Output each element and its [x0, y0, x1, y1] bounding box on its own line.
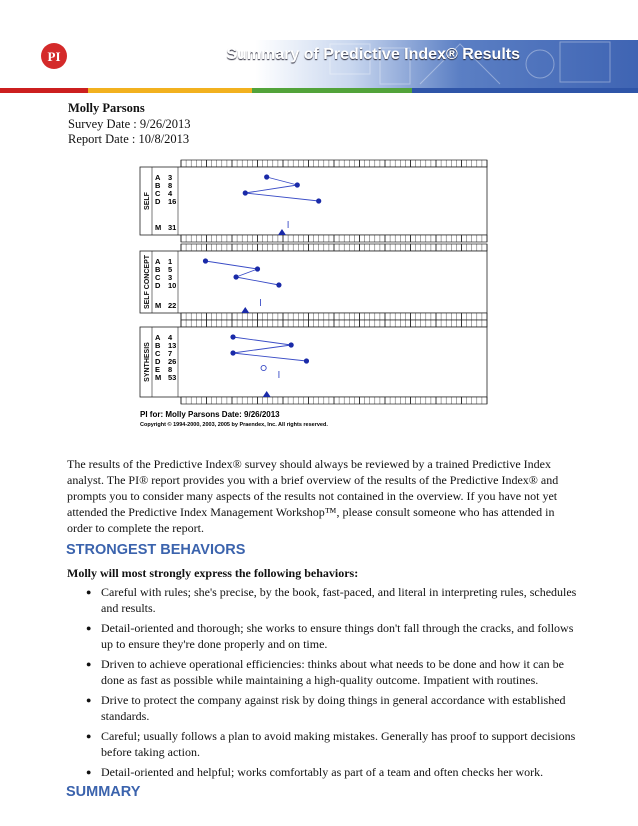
color-stripe-red [0, 88, 88, 93]
summary-heading: SUMMARY [66, 784, 141, 800]
m-score: 53 [168, 373, 177, 382]
factor-label: A [155, 173, 161, 182]
report-date: Report Date : 10/8/2013 [68, 132, 190, 146]
pi-logo-icon [38, 40, 70, 72]
behavior-item: ● Careful; usually follows a plan to avoid making mistakes. Generally has proof to support decisions before taking action. [86, 728, 586, 760]
behavior-item: ● Driven to achieve operational efficiencies: thinks about what needs to be done and how it can be done as fast as possible while maintaining a high-quality outcome. Impatient with routines. [86, 656, 586, 688]
factor-label: B [155, 341, 161, 350]
pattern-point [304, 358, 309, 363]
behavior-list [86, 584, 586, 784]
panel-label: SELF CONCEPT [144, 254, 151, 310]
factor-label: B [155, 265, 161, 274]
behavior-item: ● Drive to protect the company against risk by doing things in general accordance with established standards. [86, 692, 586, 724]
intro-paragraph: The results of the Predictive Index® survey should always be reviewed by a trained Predictive Index analyst. The PI® report provides you with a brief overview of the results of the Predictive Index® and prompts you to consider many aspects of the results not contained in the overview. If you have not yet attended the Predictive Index Management Workshop™, please consult someone who has attended in order to complete the report. [67, 457, 559, 535]
chart-title: PI for: Molly Parsons Date: 9/26/2013 [140, 410, 280, 419]
behavior-item: ● Detail-oriented and thorough; she works to ensure things don't fall through the cracks, and follows up to ensure they're done properly and on time. [86, 620, 586, 652]
panel-label: SYNTHESIS [144, 342, 151, 382]
factor-label: C [155, 189, 161, 198]
m-label: M [155, 301, 162, 310]
factor-score: 4 [168, 189, 173, 198]
pattern-point [264, 174, 269, 179]
factor-score: 3 [168, 273, 173, 282]
panel-frame [140, 327, 487, 397]
color-stripe-green [252, 88, 412, 93]
strongest-behaviors-lead: Molly will most strongly express the following behaviors: [67, 566, 359, 580]
m-label: M [155, 373, 162, 382]
factor-score: 16 [168, 197, 177, 206]
pattern-point [230, 350, 235, 355]
factor-score: 26 [168, 357, 177, 366]
pattern-point [230, 334, 235, 339]
pattern-point [276, 282, 281, 287]
factor-score: 7 [168, 349, 173, 358]
factor-label: C [155, 273, 161, 282]
svg-text:PI: PI [47, 49, 61, 64]
panel-frame [140, 167, 487, 235]
factor-label: B [155, 181, 161, 190]
survey-date: Survey Date : 9/26/2013 [68, 117, 191, 131]
pattern-point [233, 274, 238, 279]
factor-score: 1 [168, 257, 173, 266]
factor-label: D [155, 357, 161, 366]
factor-score: 4 [168, 333, 173, 342]
behavior-item: ● Detail-oriented and helpful; works comfortably as part of a team and often checks her work. [86, 764, 586, 780]
m-score: 31 [168, 223, 177, 232]
factor-score: 8 [168, 365, 173, 374]
pattern-point [243, 190, 248, 195]
panel-frame [140, 251, 487, 313]
pattern-point [203, 258, 208, 263]
factor-label: A [155, 257, 161, 266]
factor-score: 5 [168, 265, 173, 274]
factor-label: E [155, 365, 161, 374]
panel-label: SELF [144, 192, 151, 210]
factor-score: 3 [168, 173, 173, 182]
color-stripe-yellow [88, 88, 252, 93]
factor-label: D [155, 197, 161, 206]
pattern-point [255, 266, 260, 271]
factor-score: 10 [168, 281, 177, 290]
factor-label: A [155, 333, 161, 342]
banner-title: Summary of Predictive Index® Results [226, 46, 520, 63]
person-name: Molly Parsons [68, 101, 145, 115]
behavior-item: ● Careful with rules; she's precise, by the book, fast-paced, and literal in interpreting rules, schedules and results. [86, 584, 586, 616]
chart-copyright: Copyright © 1994-2000, 2003, 2005 by Praendex, Inc. All rights reserved. [140, 422, 328, 428]
pattern-point [316, 198, 321, 203]
factor-label: D [155, 281, 161, 290]
color-stripe-blue [412, 88, 638, 93]
factor-score: 13 [168, 341, 177, 350]
m-label: M [155, 223, 162, 232]
pi-pattern-chart [0, 160, 638, 428]
strongest-behaviors-heading: STRONGEST BEHAVIORS [66, 542, 246, 558]
pattern-point [295, 182, 300, 187]
pattern-point [289, 342, 294, 347]
factor-score: 8 [168, 181, 173, 190]
m-score: 22 [168, 301, 177, 310]
factor-label: C [155, 349, 161, 358]
